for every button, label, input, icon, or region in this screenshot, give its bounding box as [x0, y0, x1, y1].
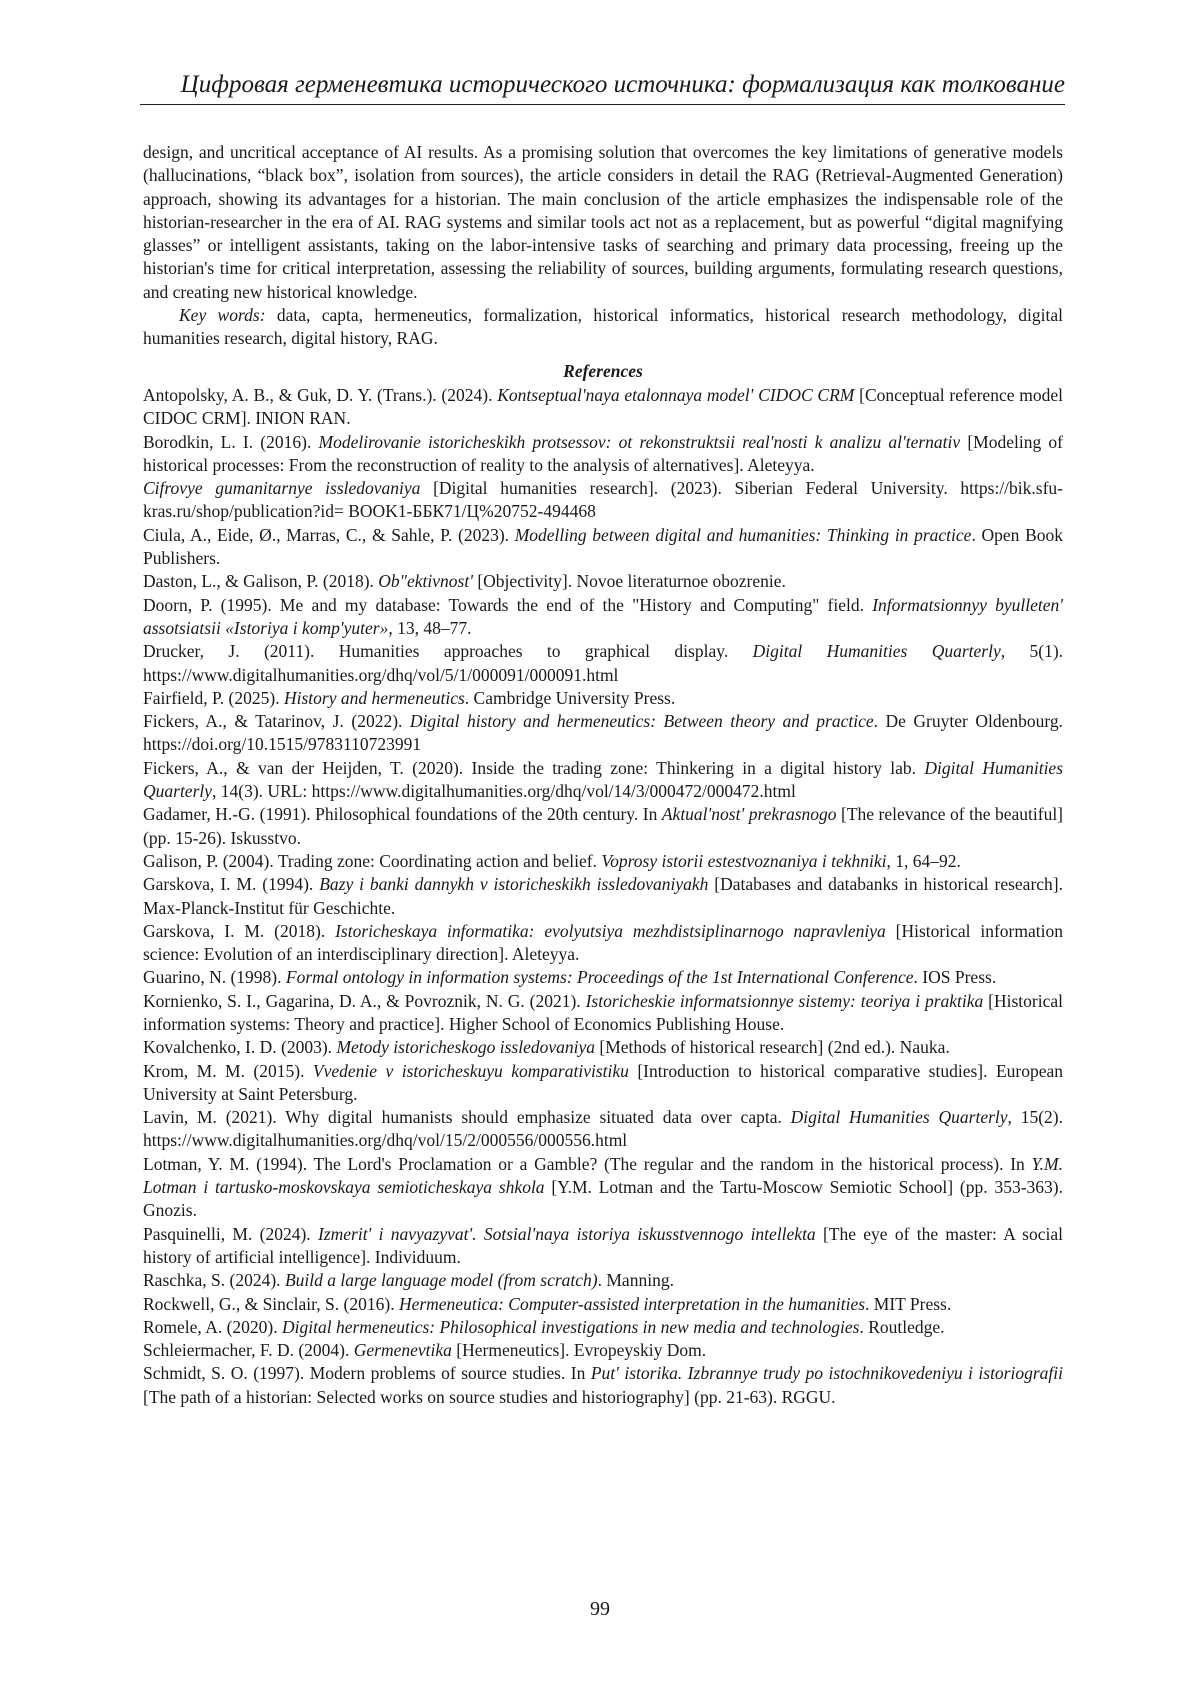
- keywords-paragraph: [143, 304, 1063, 351]
- reference-title: Formal ontology in information systems: Proceedings of the 1st International Conference: [286, 967, 914, 987]
- reference-entry: [143, 1339, 1063, 1362]
- reference-entry: [143, 1036, 1063, 1059]
- reference-title: Digital Humanities Quarterly: [791, 1107, 1008, 1127]
- reference-text: Lavin, M. (2021). Why digital humanists should emphasize situated data over capta.: [143, 1107, 791, 1127]
- reference-text: , 14(3). URL: https://www.digitalhumanities.org/dhq/vol/14/3/000472/000472.html: [212, 781, 796, 801]
- reference-text: Fairfield, P. (2025).: [143, 688, 284, 708]
- reference-title: Izmerit' i navyazyvat'. Sotsial'naya istoriya iskusstvennogo intellekta: [318, 1224, 816, 1244]
- reference-text: [The eye of the master: A social history of artificial intelligence]. Individuum.: [143, 1224, 1063, 1267]
- reference-title: Modelling between digital and humanities: Thinking in practice: [515, 525, 972, 545]
- reference-text: [Hermeneutics]. Evropeyskiy Dom.: [452, 1340, 706, 1360]
- reference-text: [Introduction to historical comparative studies]. European University at Saint Petersburg.: [143, 1061, 1063, 1104]
- reference-text: [Historical information systems: Theory and practice]. Higher School of Economics Publishing House.: [143, 991, 1063, 1034]
- reference-title: Bazy i banki dannykh v istoricheskikh issledovaniyakh: [319, 874, 708, 894]
- reference-text: [Conceptual reference model CIDOC CRM]. INION RAN.: [143, 385, 1063, 428]
- reference-text: Schmidt, S. O. (1997). Modern problems of source studies. In: [143, 1363, 591, 1383]
- abstract-paragraph: design, and uncritical acceptance of AI results. As a promising solution that overcomes the key limitations of generative models (hallucinations, “black box”, isolation from sources), the article considers in detail the RAG (Retrieval-Augmented Generation) approach, showing its advantages for a historian. The main conclusion of the article emphasizes the indispensable role of the historian-researcher in the era of AI. RAG systems and similar tools act not as a replacement, but as powerful “digital magnifying glasses” or intelligent assistants, taking on the labor-intensive tasks of searching and primary data processing, freeing up the historian's time for critical interpretation, assessing the reliability of sources, building arguments, formulating research questions, and creating new historical knowledge.: [143, 141, 1063, 304]
- reference-entry: [143, 640, 1063, 687]
- reference-text: Gadamer, H.-G. (1991). Philosophical foundations of the 20th century. In: [143, 804, 662, 824]
- reference-text: Daston, L., & Galison, P. (2018).: [143, 571, 378, 591]
- reference-text: . Manning.: [598, 1270, 674, 1290]
- reference-entry: [143, 873, 1063, 920]
- reference-text: Garskova, I. M. (1994).: [143, 874, 319, 894]
- reference-title: Voprosy istorii estestvoznaniya i tekhniki: [601, 851, 886, 871]
- reference-entry: [143, 570, 1063, 593]
- reference-title: History and hermeneutics: [284, 688, 465, 708]
- reference-text: . MIT Press.: [865, 1294, 951, 1314]
- reference-text: [Historical information science: Evolution of an interdisciplinary direction]. Aleteyya.: [143, 921, 1063, 964]
- reference-entry: [143, 757, 1063, 804]
- reference-title: Istoricheskaya informatika: evolyutsiya mezhdistsiplinarnogo napravleniya: [335, 921, 886, 941]
- reference-text: [Y.M. Lotman and the Tartu-Moscow Semiotic School] (pp. 353-363). Gnozis.: [143, 1177, 1063, 1220]
- keywords-text: data, capta, hermeneutics, formalization, historical informatics, historical research methodology, digital humanities research, digital history, RAG.: [143, 305, 1063, 348]
- reference-text: [Methods of historical research] (2nd ed.). Nauka.: [595, 1037, 950, 1057]
- reference-text: Doorn, P. (1995). Me and my database: Towards the end of the "History and Computing" field.: [143, 595, 872, 615]
- reference-entry: [143, 920, 1063, 967]
- reference-text: . Routledge.: [859, 1317, 944, 1337]
- keywords-label: Key words:: [179, 305, 266, 325]
- reference-text: Kovalchenko, I. D. (2003).: [143, 1037, 336, 1057]
- reference-entry: [143, 850, 1063, 873]
- reference-entry: [143, 1293, 1063, 1316]
- reference-entry: [143, 524, 1063, 571]
- reference-text: , 15(2). https://www.digitalhumanities.org/dhq/vol/15/2/000556/000556.html: [143, 1107, 1063, 1150]
- reference-text: , 13, 48–77.: [388, 618, 471, 638]
- reference-entry: [143, 477, 1063, 524]
- reference-title: Digital Humanities Quarterly: [753, 641, 1001, 661]
- reference-entry: [143, 1269, 1063, 1292]
- reference-entry: [143, 803, 1063, 850]
- reference-text: [Digital humanities research]. (2023). Siberian Federal University. https://bik.sfu-kras.ru/shop/publication?id= BOOK1-ББК71/Ц%20752-494468: [143, 478, 1063, 521]
- reference-entry: [143, 1362, 1063, 1409]
- reference-text: Rockwell, G., & Sinclair, S. (2016).: [143, 1294, 399, 1314]
- reference-text: , 1, 64–92.: [887, 851, 961, 871]
- reference-text: Garskova, I. M. (2018).: [143, 921, 335, 941]
- reference-text: [The path of a historian: Selected works on source studies and historiography] (pp. 21-63). RGGU.: [143, 1387, 836, 1407]
- reference-text: . Cambridge University Press.: [465, 688, 675, 708]
- reference-title: Hermeneutica: Computer-assisted interpretation in the humanities: [399, 1294, 865, 1314]
- reference-title: Cifrovye gumanitarnye issledovaniya: [143, 478, 420, 498]
- reference-list: [143, 384, 1063, 1409]
- reference-title: Ob"ektivnost': [378, 571, 473, 591]
- reference-text: Antopolsky, A. B., & Guk, D. Y. (Trans.). (2024).: [143, 385, 497, 405]
- reference-text: Fickers, A., & van der Heijden, T. (2020). Inside the trading zone: Thinkering in a digital history lab.: [143, 758, 924, 778]
- reference-entry: [143, 384, 1063, 431]
- reference-text: Guarino, N. (1998).: [143, 967, 286, 987]
- reference-title: Build a large language model (from scratch): [285, 1270, 598, 1290]
- reference-title: Modelirovanie istoricheskikh protsessov: ot rekonstruktsii real'nosti k analizu al'ternativ: [319, 432, 961, 452]
- reference-title: Germenevtika: [354, 1340, 452, 1360]
- page-body: [143, 141, 1063, 1409]
- reference-text: . IOS Press.: [914, 967, 997, 987]
- reference-text: Drucker, J. (2011). Humanities approaches to graphical display.: [143, 641, 753, 661]
- reference-text: [Objectivity]. Novoe literaturnoe obozrenie.: [473, 571, 786, 591]
- reference-entry: [143, 431, 1063, 478]
- reference-title: Y.M. Lotman i tartusko-moskovskaya semioticheskaya shkola: [143, 1154, 1063, 1197]
- reference-text: Raschka, S. (2024).: [143, 1270, 285, 1290]
- reference-entry: [143, 1060, 1063, 1107]
- reference-text: Lotman, Y. M. (1994). The Lord's Proclamation or a Gamble? (The regular and the random in the historical process). In: [143, 1154, 1032, 1174]
- reference-title: Informatsionnyy byulleten' assotsiatsii «Istoriya i komp'yuter»: [143, 595, 1063, 638]
- references-heading: References: [143, 360, 1063, 383]
- reference-title: Put' istorika. Izbrannye trudy po istochnikovedeniyu i istoriografii: [591, 1363, 1063, 1383]
- reference-title: Digital hermeneutics: Philosophical investigations in new media and technologies: [282, 1317, 859, 1337]
- reference-text: Pasquinelli, M. (2024).: [143, 1224, 318, 1244]
- reference-text: . Open Book Publishers.: [143, 525, 1063, 568]
- reference-text: . De Gruyter Oldenbourg. https://doi.org/10.1515/9783110723991: [143, 711, 1063, 754]
- reference-text: Borodkin, L. I. (2016).: [143, 432, 319, 452]
- reference-title: Istoricheskie informatsionnye sistemy: teoriya i praktika: [586, 991, 984, 1011]
- reference-text: Ciula, A., Eide, Ø., Marras, C., & Sahle, P. (2023).: [143, 525, 515, 545]
- header-divider: [140, 104, 1065, 105]
- reference-title: Kontseptual'naya etalonnaya model' CIDOC CRM: [497, 385, 854, 405]
- reference-entry: [143, 1153, 1063, 1223]
- reference-text: [The relevance of the beautiful] (pp. 15-26). Iskusstvo.: [143, 804, 1063, 847]
- reference-entry: [143, 710, 1063, 757]
- reference-text: Romele, A. (2020).: [143, 1317, 282, 1337]
- reference-title: Aktual'nost' prekrasnogo: [662, 804, 837, 824]
- reference-entry: [143, 990, 1063, 1037]
- reference-entry: [143, 1316, 1063, 1339]
- reference-entry: [143, 1106, 1063, 1153]
- running-header: Цифровая герменевтика исторического источника: формализация как толкование: [140, 68, 1065, 102]
- page-number: 99: [0, 1596, 1200, 1622]
- reference-text: Krom, M. M. (2015).: [143, 1061, 313, 1081]
- reference-entry: [143, 687, 1063, 710]
- reference-text: Kornienko, S. I., Gagarina, D. A., & Povroznik, N. G. (2021).: [143, 991, 586, 1011]
- reference-title: Digital Humanities Quarterly: [143, 758, 1063, 801]
- reference-text: [Modeling of historical processes: From the reconstruction of reality to the analysis of alternatives]. Aleteyya.: [143, 432, 1063, 475]
- reference-text: , 5(1). https://www.digitalhumanities.org/dhq/vol/5/1/000091/000091.html: [143, 641, 1063, 684]
- reference-title: Vvedenie v istoricheskuyu komparativistiku: [313, 1061, 629, 1081]
- reference-text: [Databases and databanks in historical research]. Max-Planck-Institut für Geschichte.: [143, 874, 1063, 917]
- reference-text: Galison, P. (2004). Trading zone: Coordinating action and belief.: [143, 851, 601, 871]
- reference-entry: [143, 594, 1063, 641]
- reference-entry: [143, 1223, 1063, 1270]
- reference-text: Schleiermacher, F. D. (2004).: [143, 1340, 354, 1360]
- reference-title: Digital history and hermeneutics: Between theory and practice: [410, 711, 874, 731]
- reference-entry: [143, 966, 1063, 989]
- reference-title: Metody istoricheskogo issledovaniya: [336, 1037, 595, 1057]
- reference-text: Fickers, A., & Tatarinov, J. (2022).: [143, 711, 410, 731]
